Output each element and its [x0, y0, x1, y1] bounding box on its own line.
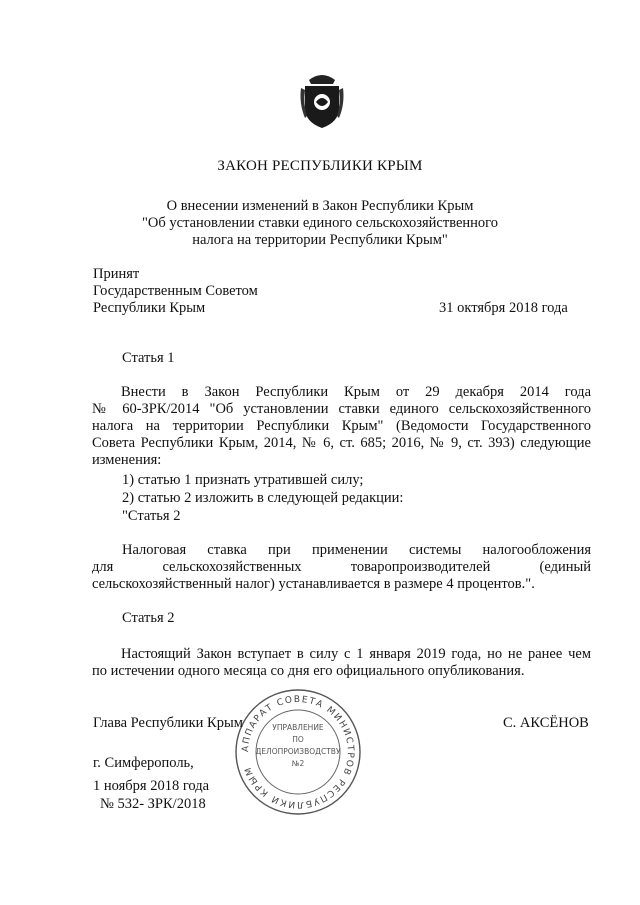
signature-name: С. АКСЁНОВ	[503, 715, 589, 731]
adopted-line-1: Принят	[93, 266, 140, 282]
quoted-line-3: сельскохозяйственный налог) устанавливается в размере 4 процентов.".	[92, 576, 535, 592]
quoted-line-1: Налоговая ставка при применении системы налогообложения	[122, 542, 591, 558]
stamp-line-3: ДЕЛОПРОИЗВОДСТВУ	[255, 747, 341, 756]
adopted-line-3: Республики Крым	[93, 300, 206, 316]
signing-date: 1 ноября 2018 года	[93, 778, 210, 794]
article-2-heading: Статья 2	[122, 610, 175, 626]
signature-position: Глава Республики Крым	[93, 715, 243, 731]
article-1-line-5: изменения:	[92, 452, 162, 468]
article-1-line-3: налога на территории Республики Крым" (Ведомости Государственного	[92, 418, 591, 434]
article-2-line-1: Настоящий Закон вступает в силу с 1 января 2019 года, но не ранее чем	[121, 646, 591, 662]
subtitle-line-2: "Об установлении ставки единого сельскохозяйственного	[142, 215, 498, 231]
stamp-line-4: №2	[291, 759, 305, 768]
official-stamp	[234, 688, 362, 816]
subtitle-line-1: О внесении изменений в Закон Республики Крым	[166, 198, 474, 214]
article-1-item-2: 2) статью 2 изложить в следующей редакции:	[122, 490, 404, 506]
adopted-line-2: Государственным Советом	[93, 283, 258, 299]
adopted-date: 31 октября 2018 года	[439, 300, 568, 316]
stamp-line-2: ПО	[292, 735, 304, 744]
quoted-line-2: для сельскохозяйственных товаропроизводителей (единый	[92, 559, 591, 575]
subtitle-line-3: налога на территории Республики Крым"	[192, 232, 448, 248]
article-2-line-2: по истечении одного месяца со дня его официального опубликования.	[92, 663, 525, 679]
article-1-line-1: Внести в Закон Республики Крым от 29 декабря 2014 года	[121, 384, 591, 400]
article-1-heading: Статья 1	[122, 350, 175, 366]
document-title: ЗАКОН РЕСПУБЛИКИ КРЫМ	[217, 158, 423, 174]
stamp-line-1: УПРАВЛЕНИЕ	[272, 723, 324, 732]
quoted-article-heading: "Статья 2	[122, 508, 181, 524]
stamp-ring-text: АППАРАТ СОВЕТА МИНИСТРОВ РЕСПУБЛИКИ КРЫМ	[240, 694, 356, 810]
law-number: № 532- ЗРК/2018	[100, 796, 206, 812]
article-1-item-1: 1) статью 1 признать утратившей силу;	[122, 472, 364, 488]
article-1-line-2: № 60-ЗРК/2014 "Об установлении ставки единого сельскохозяйственного	[92, 401, 591, 417]
signing-city: г. Симферополь,	[93, 755, 194, 771]
article-1-line-4: Совета Республики Крым, 2014, № 6, ст. 685; 2016, № 9, ст. 393) следующие	[92, 435, 591, 451]
crimea-coat-of-arms-icon	[299, 72, 345, 130]
